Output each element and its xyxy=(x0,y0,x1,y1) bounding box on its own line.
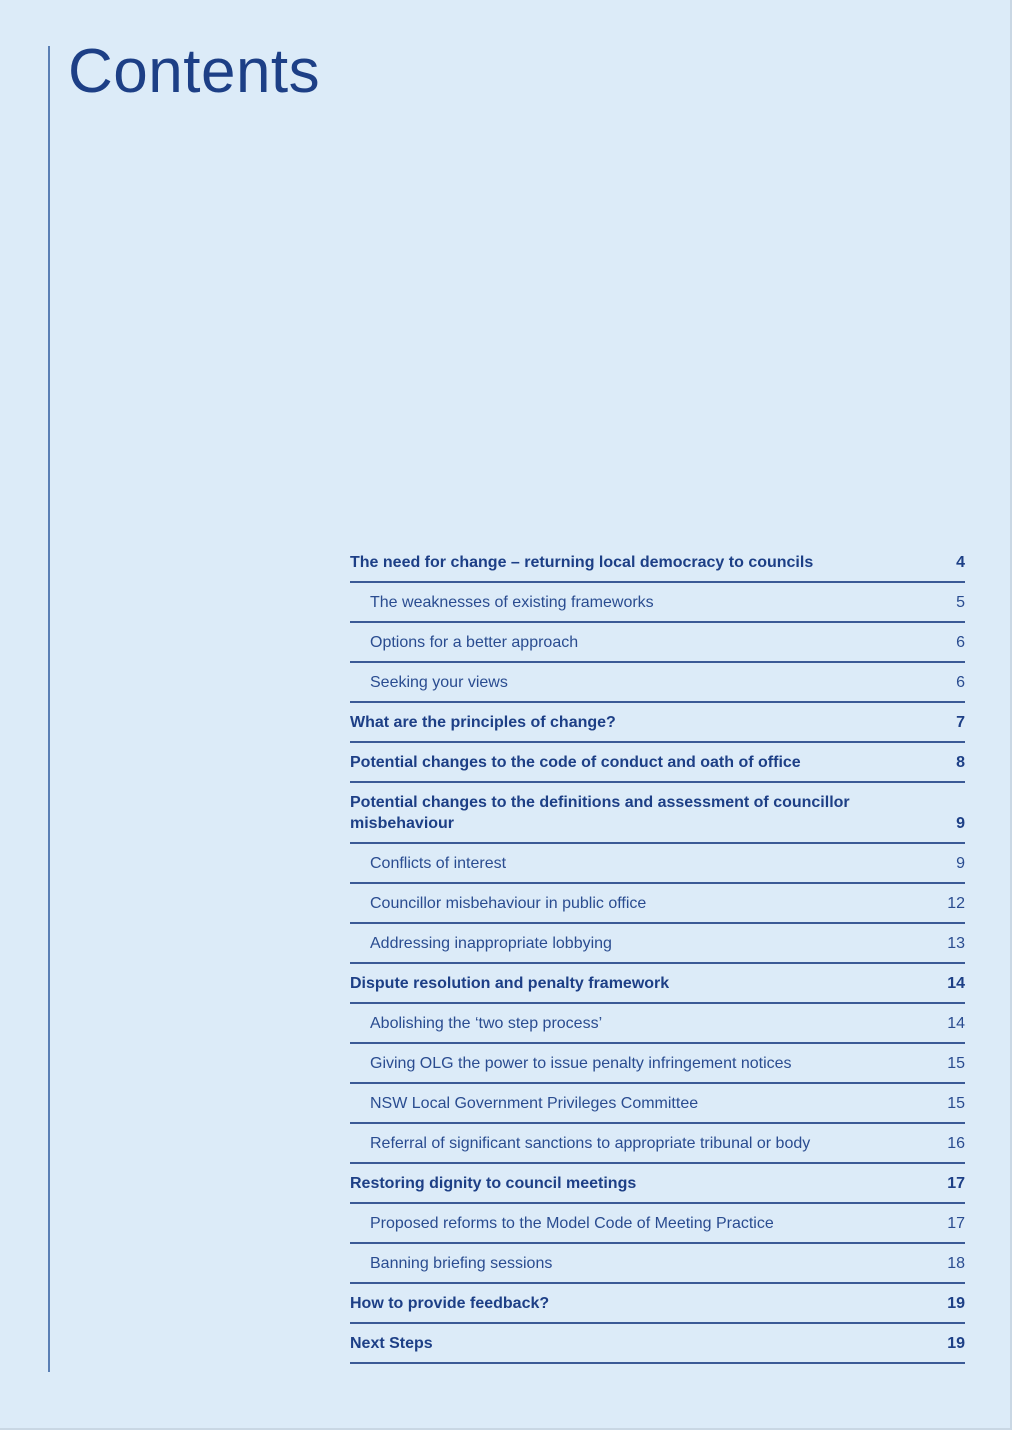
toc-item-next-steps[interactable] xyxy=(350,1324,965,1364)
toc-item-need-for-change[interactable] xyxy=(350,543,965,583)
toc-item-label: Abolishing the ‘two step process’ xyxy=(370,1015,603,1032)
toc-item-page: 13 xyxy=(947,935,965,952)
toc-item-definitions[interactable] xyxy=(350,783,965,844)
toc-item-label: How to provide feedback? xyxy=(350,1295,550,1312)
toc-item-misbehaviour[interactable] xyxy=(350,884,965,924)
toc-item-label: Proposed reforms to the Model Code of Meeting Practice xyxy=(370,1215,774,1232)
toc-item-lobbying[interactable] xyxy=(350,924,965,964)
toc-item-label: Referral of significant sanctions to appropriate tribunal or body xyxy=(370,1135,811,1152)
toc-item-page: 18 xyxy=(947,1255,965,1272)
toc-item-page: 17 xyxy=(947,1175,965,1192)
toc-item-page: 19 xyxy=(947,1295,965,1312)
toc-item-label: Addressing inappropriate lobbying xyxy=(370,935,612,952)
toc-item-page: 15 xyxy=(947,1055,965,1072)
toc-item-page: 8 xyxy=(956,754,965,771)
toc-item-penalty-notices[interactable] xyxy=(350,1044,965,1084)
toc-item-conflicts[interactable] xyxy=(350,844,965,884)
toc-item-two-step[interactable] xyxy=(350,1004,965,1044)
toc-item-page: 7 xyxy=(956,714,965,731)
toc-item-label: Potential changes to the definitions and assessment of councillor misbehaviour xyxy=(350,794,850,832)
toc-item-label: Next Steps xyxy=(350,1335,433,1352)
toc-item-principles[interactable] xyxy=(350,703,965,743)
toc-item-seeking-views[interactable] xyxy=(350,663,965,703)
toc-item-label: What are the principles of change? xyxy=(350,714,616,731)
toc-item-weaknesses[interactable] xyxy=(350,583,965,623)
toc-item-page: 4 xyxy=(956,554,965,571)
toc-item-label: Dispute resolution and penalty framework xyxy=(350,975,670,992)
toc-item-briefing-sessions[interactable] xyxy=(350,1244,965,1284)
toc-item-options[interactable] xyxy=(350,623,965,663)
table-of-contents xyxy=(350,543,965,1364)
toc-item-code-of-conduct[interactable] xyxy=(350,743,965,783)
vertical-rule xyxy=(48,46,50,1372)
toc-item-page: 12 xyxy=(947,895,965,912)
toc-item-page: 14 xyxy=(947,975,965,992)
toc-item-page: 17 xyxy=(947,1215,965,1232)
toc-item-privileges-committee[interactable] xyxy=(350,1084,965,1124)
toc-item-page: 16 xyxy=(947,1135,965,1152)
toc-item-page: 19 xyxy=(947,1335,965,1352)
toc-item-label: Seeking your views xyxy=(370,674,508,691)
toc-item-page: 6 xyxy=(956,674,965,691)
toc-item-page: 5 xyxy=(956,594,965,611)
toc-item-restoring-dignity[interactable] xyxy=(350,1164,965,1204)
toc-item-label: Banning briefing sessions xyxy=(370,1255,553,1272)
toc-item-page: 15 xyxy=(947,1095,965,1112)
page-title: Contents xyxy=(68,37,321,106)
toc-item-label: Councillor misbehaviour in public office xyxy=(370,895,647,912)
toc-item-label: NSW Local Government Privileges Committee xyxy=(370,1095,699,1112)
toc-item-label: Restoring dignity to council meetings xyxy=(350,1175,637,1192)
toc-item-page: 9 xyxy=(956,815,965,832)
toc-item-page: 6 xyxy=(956,634,965,651)
toc-item-proposed-reforms[interactable] xyxy=(350,1204,965,1244)
toc-item-feedback[interactable] xyxy=(350,1284,965,1324)
toc-item-page: 14 xyxy=(947,1015,965,1032)
toc-item-label: The weaknesses of existing frameworks xyxy=(370,594,654,611)
toc-item-label: Conflicts of interest xyxy=(370,855,507,872)
toc-item-dispute-resolution[interactable] xyxy=(350,964,965,1004)
toc-item-label: Giving OLG the power to issue penalty infringement notices xyxy=(370,1055,792,1072)
toc-item-page: 9 xyxy=(956,855,965,872)
toc-item-label: Options for a better approach xyxy=(370,634,579,651)
toc-item-label: Potential changes to the code of conduct and oath of office xyxy=(350,754,801,771)
toc-item-label: The need for change – returning local democracy to councils xyxy=(350,554,814,571)
toc-item-referral[interactable] xyxy=(350,1124,965,1164)
